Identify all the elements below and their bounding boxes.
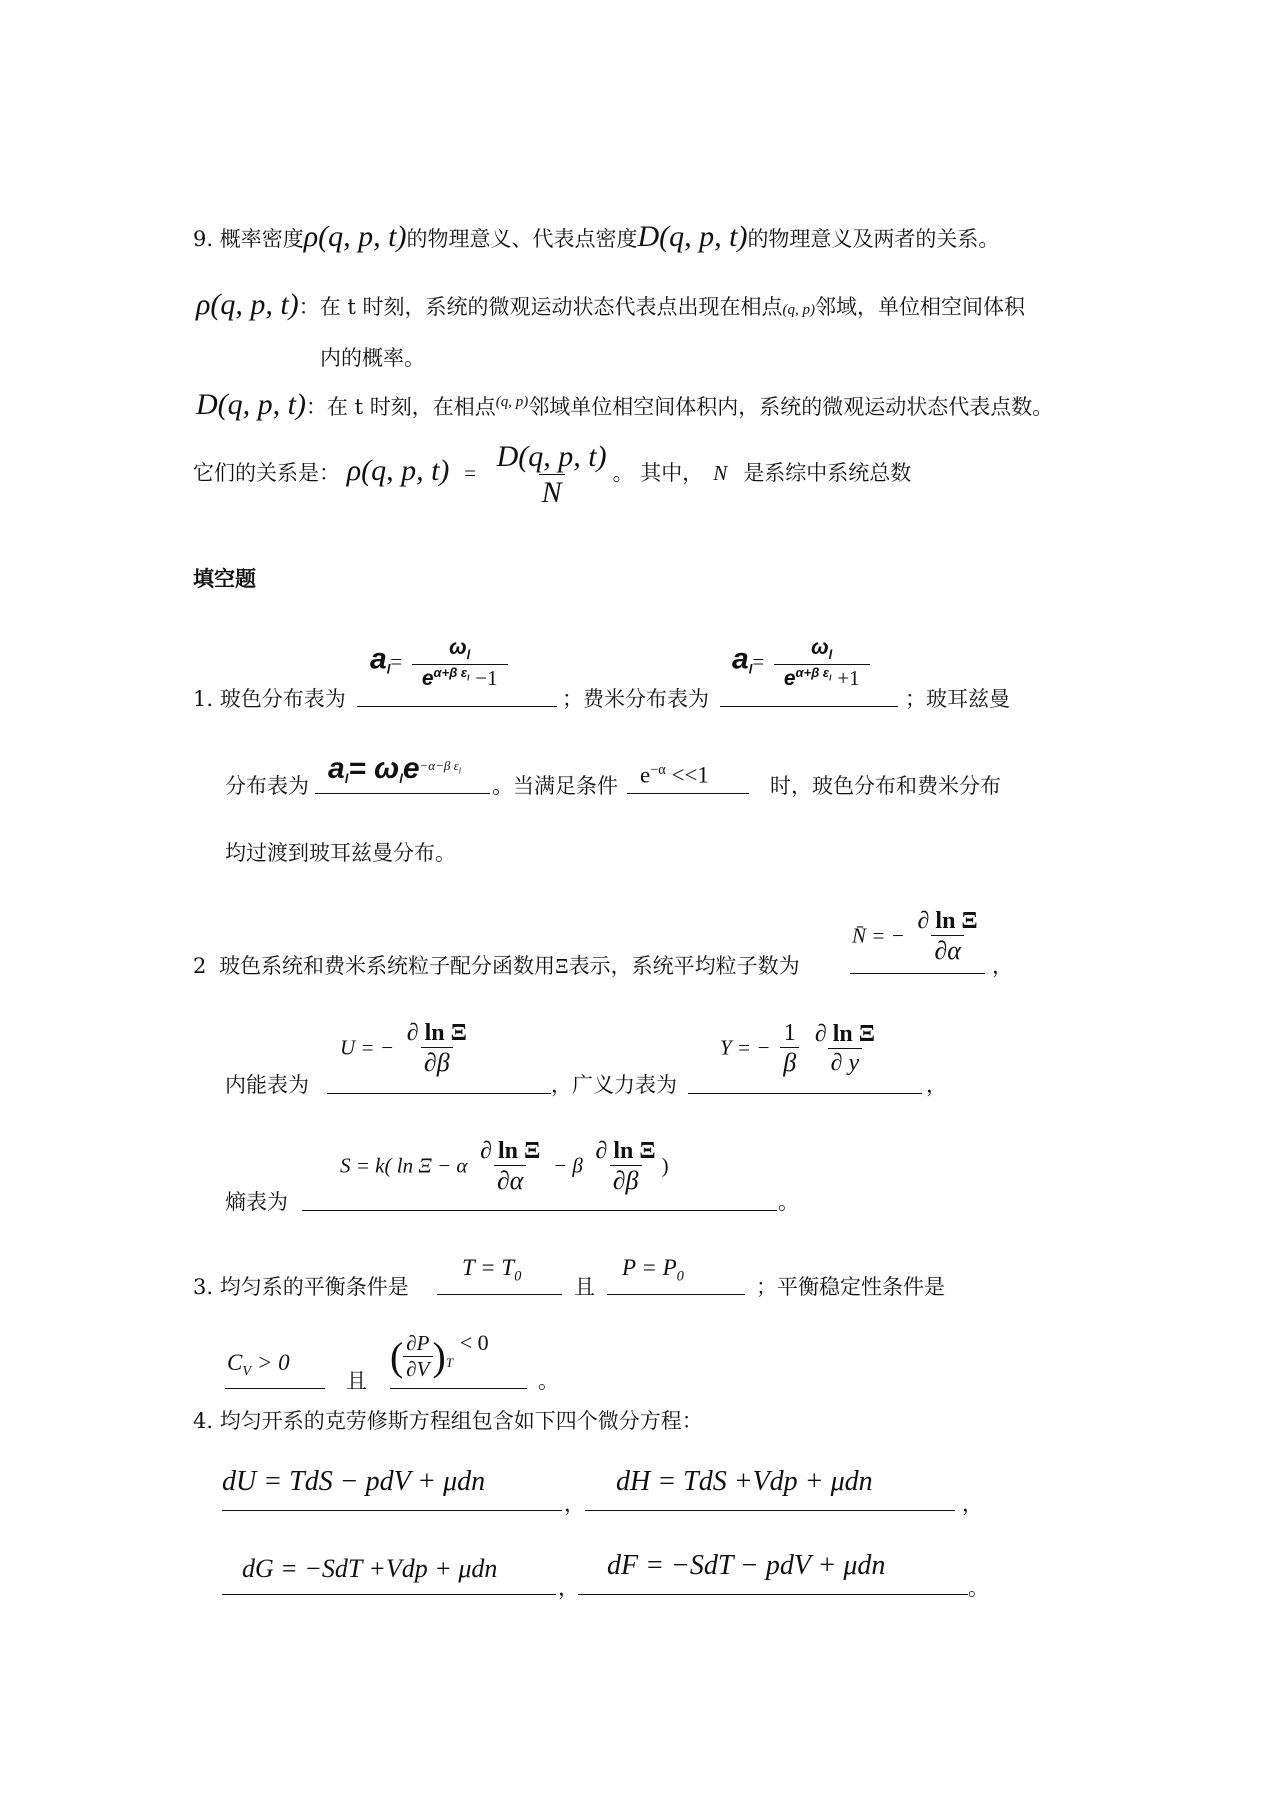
s-f2-denominator: ∂β [610, 1165, 642, 1196]
q9-relation [193, 440, 911, 509]
bose-num-sub: l [466, 647, 471, 663]
y-f2-denominator: ∂ y [828, 1048, 863, 1076]
cond-tail: <<1 [671, 762, 709, 788]
q9-rho-definition-cont [320, 342, 425, 372]
d-def-symbol: D(q, p, t) [196, 388, 306, 421]
fermi-exp-sub: l [829, 673, 832, 683]
relation-tail-b: 是系综中系统总数 [743, 461, 912, 485]
q9-rho-symbol: ρ(q, p, t) [303, 220, 407, 253]
q2-comma-1: ， [992, 954, 1013, 978]
q4-text-1: 均匀开系的克劳修斯方程组包含如下四个微分方程： [219, 1409, 703, 1433]
fermi-exp-text: α+β ε [795, 664, 830, 680]
relation-numerator: D(q, p, t) [496, 440, 607, 473]
q2-end: 。 [778, 1190, 799, 1214]
rho-def-symbol: ρ(q, p, t) [196, 288, 299, 321]
d-def-text-a: ：在 t 时刻，在相点 [305, 395, 496, 419]
y-fraction-2 [812, 1021, 878, 1077]
q1-text-3: ；玻耳兹曼 [905, 687, 1010, 711]
u-denominator: ∂β [421, 1047, 453, 1078]
s-mid: − β [552, 1153, 583, 1178]
fermi-distribution-formula [732, 636, 873, 690]
mb-exp-sub: l [458, 766, 462, 776]
fermi-num-sub: l [828, 647, 833, 663]
fermi-numerator [808, 636, 835, 664]
bose-distribution-formula [370, 636, 511, 690]
cv-tail: > 0 [256, 1350, 290, 1375]
fermi-a-sub: l [748, 661, 753, 677]
rho-def-text-a: ：在 t 时刻，系统的微观运动状态代表点出现在相点 [298, 295, 783, 319]
q1-text-5: 。当满足条件 [492, 774, 618, 798]
compressibility-blank [390, 1388, 527, 1389]
generalized-force-formula [720, 1020, 881, 1078]
q9-d-definition [196, 388, 1053, 422]
condition-formula [640, 762, 709, 789]
dp-fraction [403, 1332, 432, 1381]
mb-exp-text: −α−β ε [419, 758, 459, 773]
temp-blank [437, 1294, 562, 1295]
fermi-a: a [732, 642, 749, 676]
s-f2-numerator: ∂ ln Ξ [595, 1138, 656, 1164]
temp-eq-sub: 0 [514, 1268, 522, 1285]
dp-denominator: ∂V [403, 1356, 432, 1381]
y-f2-numerator: ∂ ln Ξ [814, 1021, 875, 1048]
fermi-den-exp [795, 664, 832, 683]
q2-text-2: 表示，系统平均粒子数为 [568, 954, 800, 978]
dh-equation: dH = TdS +Vdp + μdn [616, 1466, 873, 1497]
mb-a-sub: l [344, 771, 349, 787]
xi-symbol: Ξ [555, 954, 569, 978]
mb-eq-omega: = ω [348, 752, 400, 785]
y-f1-numerator: 1 [783, 1020, 796, 1046]
q1-number: 1. [193, 687, 214, 711]
n-fraction [915, 908, 981, 966]
q9-prompt-b: 的物理意义、代表点密度 [406, 227, 638, 251]
bose-den-exp [433, 664, 470, 683]
n-numerator: ∂ ln Ξ [917, 908, 978, 934]
y-lhs: Y = − [720, 1035, 771, 1060]
s-fraction-2 [593, 1138, 659, 1196]
q1-text-6: 时，玻色分布和费米分布 [770, 774, 1001, 798]
q4-comma-1: ， [564, 1492, 585, 1516]
mb-exp [419, 758, 462, 776]
bose-a: a [370, 642, 387, 676]
fill-q2-line1 [193, 950, 800, 980]
relation-label: 它们的关系是： [193, 461, 340, 485]
q3-end: 。 [538, 1369, 559, 1393]
avg-particle-formula [852, 908, 984, 966]
u-fraction [404, 1020, 470, 1078]
q1-text-2: ；费米分布表为 [562, 687, 709, 711]
dg-equation: dG = −SdT +Vdp + μdn [242, 1554, 498, 1583]
boltzmann-blank [315, 793, 490, 794]
relation-n: N [713, 461, 728, 485]
y-fraction-1 [780, 1020, 799, 1078]
pressure-blank [607, 1294, 745, 1295]
q3-and-2: 且 [346, 1369, 367, 1393]
s-lhs: S = k( ln Ξ − α [340, 1153, 468, 1178]
bose-numerator [446, 636, 473, 664]
du-equation: dU = TdS − pdV + μdn [222, 1466, 486, 1497]
bose-exp-sub: l [467, 673, 470, 683]
temp-equality [462, 1255, 521, 1286]
q2-comma-2: ， [926, 1073, 947, 1097]
df-blank [578, 1594, 968, 1595]
mb-w-sub: l [399, 771, 403, 787]
entropy-formula [340, 1138, 669, 1196]
rho-def-text-c: 内的概率。 [320, 346, 425, 370]
q2-text-4: ，广义力表为 [551, 1073, 677, 1097]
q2-number: 2 [193, 954, 207, 978]
q9-d-symbol: D(q, p, t) [637, 220, 748, 253]
mb-a: a [328, 752, 345, 785]
boltzmann-formula [328, 752, 461, 786]
pressure-eq-text: P = P [622, 1255, 677, 1280]
q3-number: 3. [193, 1275, 214, 1299]
q9-number: 9. [193, 227, 214, 251]
s-f1-numerator: ∂ ln Ξ [480, 1138, 541, 1164]
y-f1-denominator: β [780, 1047, 799, 1078]
compressibility-condition [390, 1330, 489, 1381]
q9-title [193, 220, 999, 254]
rho-def-text-b: 邻域，单位相空间体积 [815, 295, 1026, 319]
df-equation: dF = −SdT − pdV + μdn [607, 1550, 886, 1581]
q4-end: 。 [968, 1576, 989, 1600]
relation-eq: = [464, 461, 476, 485]
temp-eq-text: T = T [462, 1255, 515, 1280]
fermi-num-omega: ω [811, 636, 829, 659]
fermi-blank [720, 706, 898, 707]
dp-tail: < 0 [459, 1330, 489, 1355]
q1-text-4: 分布表为 [225, 774, 309, 798]
d-def-text-b: 邻域单位相空间体积内，系统的微观运动状态代表点数。 [528, 395, 1054, 419]
q9-prompt-a: 概率密度 [219, 227, 304, 251]
q3-text-1: 均匀系的平衡条件是 [219, 1275, 409, 1299]
du-blank [222, 1510, 562, 1511]
fill-q1-line1 [193, 683, 346, 713]
internal-energy-blank [327, 1093, 551, 1094]
generalized-force-blank [688, 1093, 922, 1094]
dp-numerator: ∂P [406, 1330, 430, 1355]
fermi-eq: = [752, 649, 765, 674]
q1-text-7: 均过渡到玻耳兹曼分布。 [225, 841, 456, 865]
q3-text-2: ；平衡稳定性条件是 [756, 1275, 945, 1299]
q2-text-1: 玻色系统和费米系统粒子配分函数用 [219, 954, 556, 978]
bose-den-tail: −1 [475, 665, 498, 690]
bose-num-omega: ω [449, 636, 467, 659]
q9-prompt-c: 的物理意义及两者的关系。 [747, 227, 1000, 251]
n-denominator: ∂α [931, 935, 964, 966]
bose-den-e: e [421, 666, 434, 690]
bose-blank [357, 706, 557, 707]
u-numerator: ∂ ln Ξ [406, 1020, 467, 1046]
phase-point-2: (q, p) [495, 394, 529, 410]
dp-sub: T [445, 1355, 454, 1371]
fermi-denominator [774, 664, 870, 690]
q3-and-1: 且 [574, 1275, 595, 1299]
fermi-fraction [774, 636, 870, 690]
s-tail: ) [661, 1153, 669, 1178]
fill-q4-line1 [193, 1405, 703, 1435]
fermi-den-e: e [783, 666, 796, 690]
s-f1-denominator: ∂α [494, 1165, 527, 1196]
fill-heading: 填空题 [193, 566, 256, 591]
cv-sub: V [242, 1363, 252, 1380]
bose-exp-text: α+β ε [433, 664, 468, 680]
pressure-eq-sub: 0 [676, 1268, 684, 1285]
q1-text-1: 玻色分布表为 [219, 687, 346, 711]
bose-eq: = [390, 649, 403, 674]
dg-blank [222, 1594, 556, 1595]
mb-e: e [402, 752, 420, 785]
bose-fraction [412, 636, 508, 690]
internal-energy-formula [340, 1020, 473, 1078]
cond-e: e [640, 762, 651, 788]
q4-comma-2: ， [962, 1492, 983, 1516]
s-fraction-1 [477, 1138, 543, 1196]
bose-denominator [412, 664, 508, 690]
dh-blank [585, 1510, 955, 1511]
avg-particle-blank [850, 973, 985, 974]
right-paren: ) [432, 1334, 446, 1379]
n-lhs: N̄ = − [852, 923, 905, 948]
fermi-den-tail: +1 [837, 665, 860, 690]
u-lhs: U = − [340, 1035, 395, 1060]
q2-text-5: 熵表为 [225, 1190, 288, 1214]
entropy-blank [302, 1210, 777, 1211]
q2-text-3: 内能表为 [225, 1073, 309, 1097]
cv-condition [227, 1350, 290, 1381]
fill-q3-line1 [193, 1271, 409, 1301]
condition-blank [627, 793, 749, 794]
cv-blank [225, 1388, 325, 1389]
q4-number: 4. [193, 1409, 214, 1433]
q9-rho-definition [196, 288, 1025, 322]
relation-lhs: ρ(q, p, t) [346, 454, 450, 487]
relation-tail-a: 。 其中， [612, 461, 704, 485]
q4-comma-3: ， [558, 1576, 579, 1600]
left-paren: ( [390, 1334, 404, 1379]
pressure-equality [622, 1255, 684, 1286]
relation-denominator: N [539, 474, 565, 509]
cv-letter: C [227, 1350, 243, 1375]
cond-exp: −α [650, 762, 666, 778]
phase-point-1: (q, p) [782, 302, 816, 318]
relation-fraction [494, 440, 610, 509]
bose-a-sub: l [386, 661, 391, 677]
